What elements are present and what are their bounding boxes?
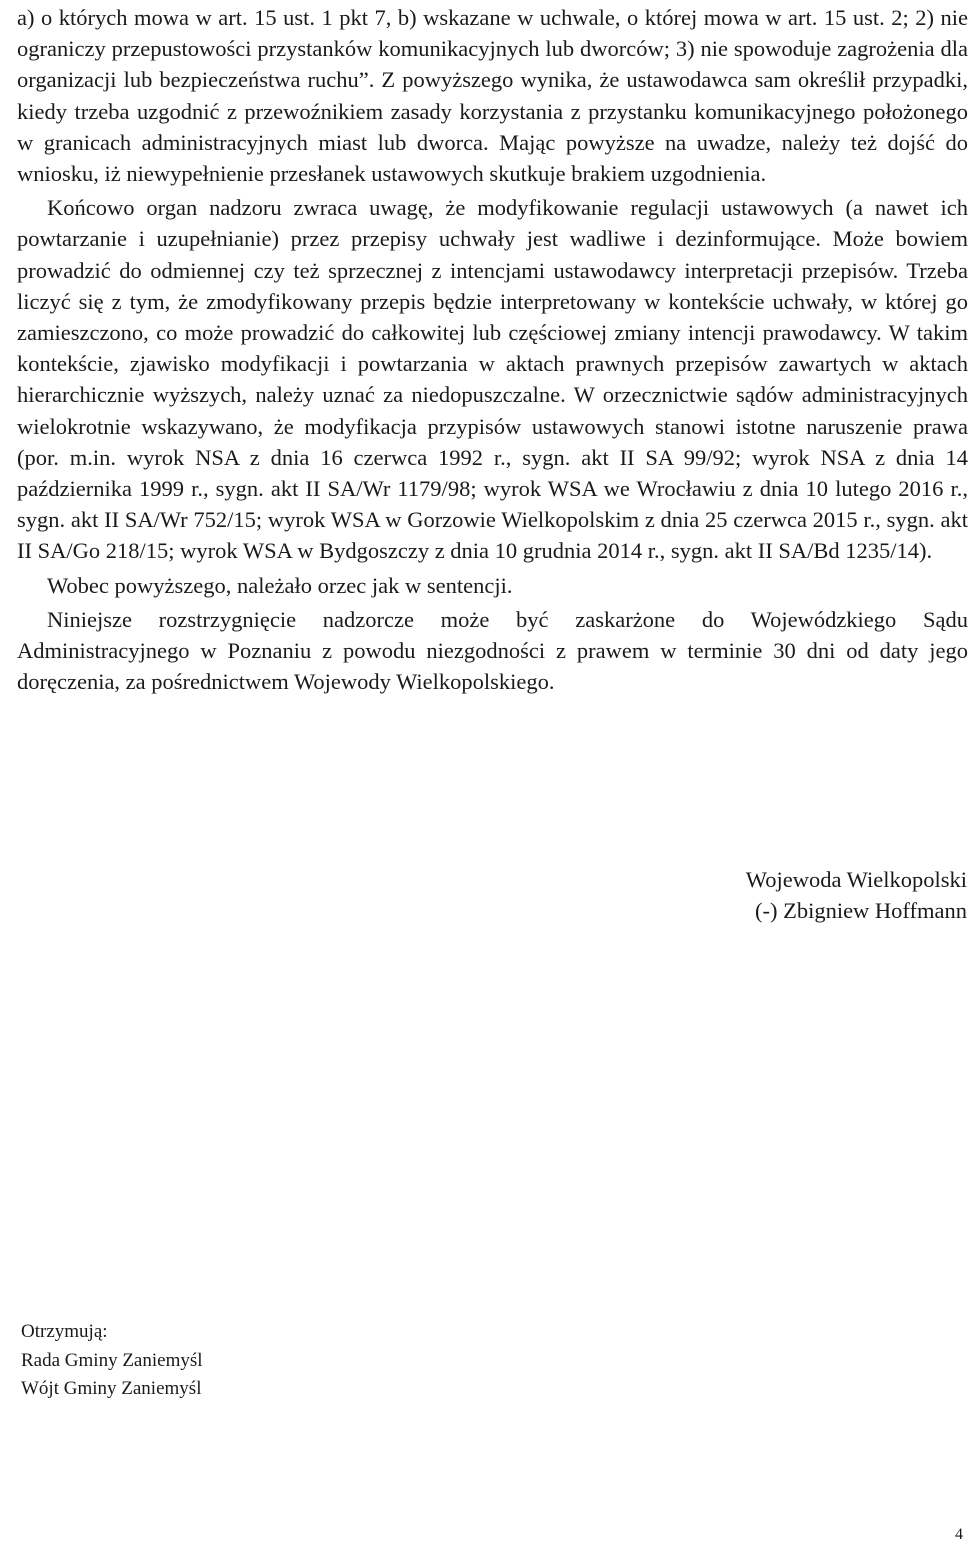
page-number: 4: [955, 1526, 963, 1543]
signature-name: (-) Zbigniew Hoffmann: [754, 898, 967, 923]
recipient-item: Wójt Gminy Zaniemyśl: [21, 1378, 202, 1399]
recipients-block: [21, 1318, 203, 1404]
paragraph-appeal-notice: Niniejsze rozstrzygnięcie nadzorcze może być zaskarżone do Wojewódzkiego Sądu Administracyjnego w Poznaniu z powodu niezgodności z prawem w terminie 30 dni od daty jego doręczenia, za pośrednictwem Wojewody Wielkopolskiego.: [17, 606, 968, 695]
signature-title: Wojewoda Wielkopolski: [745, 867, 967, 892]
recipients-heading: Otrzymują:: [21, 1321, 108, 1342]
paragraph-supervisory-remarks: Końcowo organ nadzoru zwraca uwagę, że modyfikowanie regulacji ustawowych (a nawet ich powtarzanie i uzupełnianie) przez przepisy uchwały jest wadliwe i dezinformujące. Może bowiem prowadzić do odmiennej czy też sprzecznej z intencjami ustawodawcy interpretacji przepisów. Trzeba liczyć się z tym, że zmodyfikowany przepis będzie interpretowany w kontekście uchwały, w której go zamieszczono, co może prowadzić do całkowitej lub częściowej zmiany intencji prawodawcy. W takim kontekście, zjawisko modyfikacji i powtarzania w aktach prawnych przepisów zawartych w aktach hierarchicznie wyższych, należy uznać za niedopuszczalne. W orzecznictwie sądów administracyjnych wielokrotnie wskazywano, że modyfikacja przypisów ustawowych stanowi istotne naruszenie prawa (por. m.in. wyrok NSA z dnia 16 czerwca 1992 r., sygn. akt II SA 99/92; wyrok NSA z dnia 14 października 1999 r., sygn. akt II SA/Wr 1179/98; wyrok WSA we Wrocławiu z dnia 10 lutego 2016 r., sygn. akt II SA/Wr 752/15; wyrok WSA w Gorzowie Wielkopolskim z dnia 25 czerwca 2015 r., sygn. akt II SA/Go 218/15; wyrok WSA w Bydgoszczy z dnia 10 grudnia 2014 r., sygn. akt II SA/Bd 1235/14).: [17, 195, 968, 564]
paragraph-continuation: a) o których mowa w art. 15 ust. 1 pkt 7, b) wskazane w uchwale, o której mowa w art. 15 ust. 2; 2) nie ograniczy przepustowości przystanków komunikacyjnych lub dworców; 3) nie spowoduje zagrożenia dla organizacji lub bezpieczeństwa ruchu”. Z powyższego wynika, że ustawodawca sam określił przypadki, kiedy trzeba uzgodnić z przewoźnikiem zasady korzystania z przystanku komunikacyjnego położonego w granicach administracyjnych miast lub dworca. Mając powyższe na uwadze, należy też dojść do wniosku, iż niewypełnienie przesłanek ustawowych skutkuje brakiem uzgodnienia.: [17, 5, 968, 187]
recipient-item: Rada Gminy Zaniemyśl: [21, 1349, 203, 1371]
signature-block: [746, 864, 967, 926]
document-body: [17, 0, 968, 697]
paragraph-conclusion: Wobec powyższego, należało orzec jak w sentencji.: [47, 572, 513, 598]
